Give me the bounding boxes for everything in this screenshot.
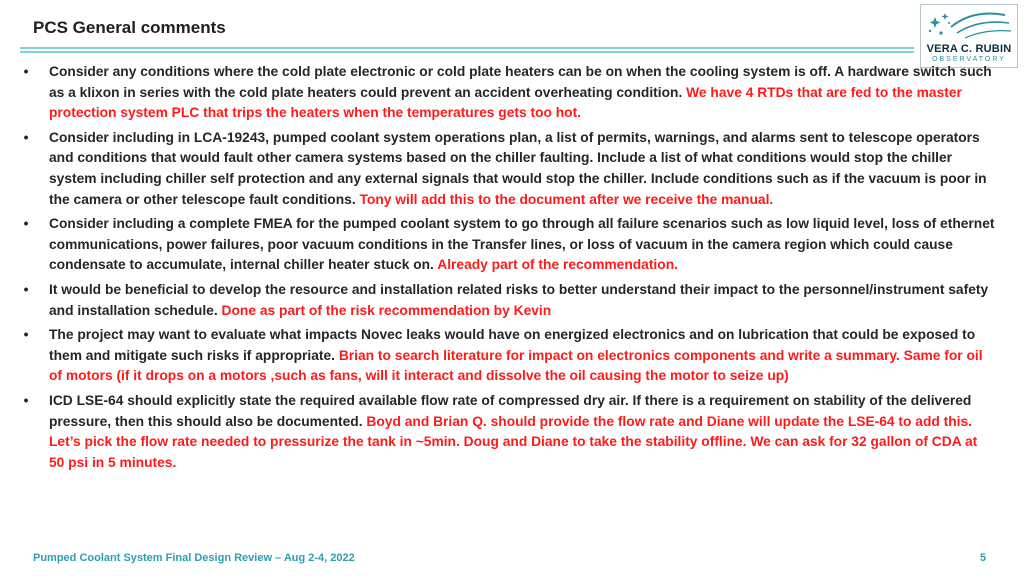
comment-text: Consider including a complete FMEA for the pumped coolant system to go through all failure scenarios such as low liquid level, loss of ethernet communications, power failures, poor vacuum conditions in the Transfer lines, or loss of vacuum in the camera region which could cause condensate to accumulate, internal chiller heater stuck on. — [49, 216, 995, 273]
comment-item — [20, 128, 995, 210]
comment-item — [20, 214, 995, 276]
comment-response: Brian to search literature for impact on electronics components and write a summary. Same for oil of motors (if it drops on a motors ,such as fans, will it interact and dissolve the oil causing the motor to seize up) — [49, 347, 983, 384]
title-divider-bottom — [20, 51, 914, 53]
footer-text: Pumped Coolant System Final Design Review – Aug 2-4, 2022 — [33, 552, 355, 564]
comment-item — [20, 325, 995, 387]
title-divider-top — [20, 47, 914, 49]
logo-subtitle: OBSERVATORY — [932, 56, 1006, 63]
rubin-observatory-logo — [920, 4, 1018, 68]
comment-response: Done as part of the risk recommendation by Kevin — [221, 302, 552, 318]
slide-title: PCS General comments — [33, 18, 226, 37]
comment-text: It would be beneficial to develop the resource and installation related risks to better understand their impact to the personnel/instrument safety and installation schedule. — [49, 281, 989, 318]
page-number: 5 — [980, 552, 987, 564]
bullet-icon: • — [23, 327, 29, 343]
comment-item — [20, 391, 995, 473]
bullet-icon: • — [23, 281, 29, 297]
comment-response: Boyd and Brian Q. should provide the flow rate and Diane will update the LSE-64 to add this. Let’s pick the flow rate needed to pressurize the tank in ~5min. Doug and Diane to take the stability offline. We can ask for 32 gallon of CDA at 50 psi in 5 minutes. — [49, 413, 978, 470]
comment-item — [20, 280, 995, 321]
comment-response: Tony will add this to the document after we receive the manual. — [359, 191, 774, 207]
comment-response: Already part of the recommendation. — [437, 257, 678, 273]
bullet-icon: • — [23, 64, 29, 79]
bullet-icon: • — [23, 129, 29, 145]
comment-text: ICD LSE-64 should explicitly state the required available flow rate of compressed dry air. If there is a requirement on stability of the delivered pressure, then this should also be documented. — [49, 392, 972, 429]
bullet-icon: • — [23, 392, 29, 408]
logo-stars-icon — [921, 5, 1019, 45]
comment-text: The project may want to evaluate what impacts Novec leaks would have on energized electronics and on lubrication that could be exposed to them and mitigate such risks if appropriate. — [49, 327, 976, 363]
comment-text: Consider any conditions where the cold plate electronic or cold plate heaters can be on when the cooling system is off. A hardware switch such as a klixon in series with the cold plate heaters could prevent an accident overheating condition. — [49, 64, 992, 100]
bullet-icon: • — [23, 216, 29, 232]
logo-name: VERA C. RUBIN — [926, 43, 1012, 55]
comment-list — [20, 62, 995, 477]
comment-response: We have 4 RTDs that are fed to the master protection system PLC that trips the heaters when the temperatures gets too hot. — [49, 84, 962, 121]
comment-item — [20, 62, 995, 124]
comment-text: Consider including in LCA-19243, pumped coolant system operations plan, a list of permits, warnings, and alarms sent to telescope operators and conditions that would fault other camera systems based on the chiller faulting. Include a list of what conditions would stop the chiller system including chiller self protection and any external signals that would stop the chiller. Include conditions such as if the vacuum is poor in the camera or other telescope fault conditions. — [49, 129, 987, 207]
